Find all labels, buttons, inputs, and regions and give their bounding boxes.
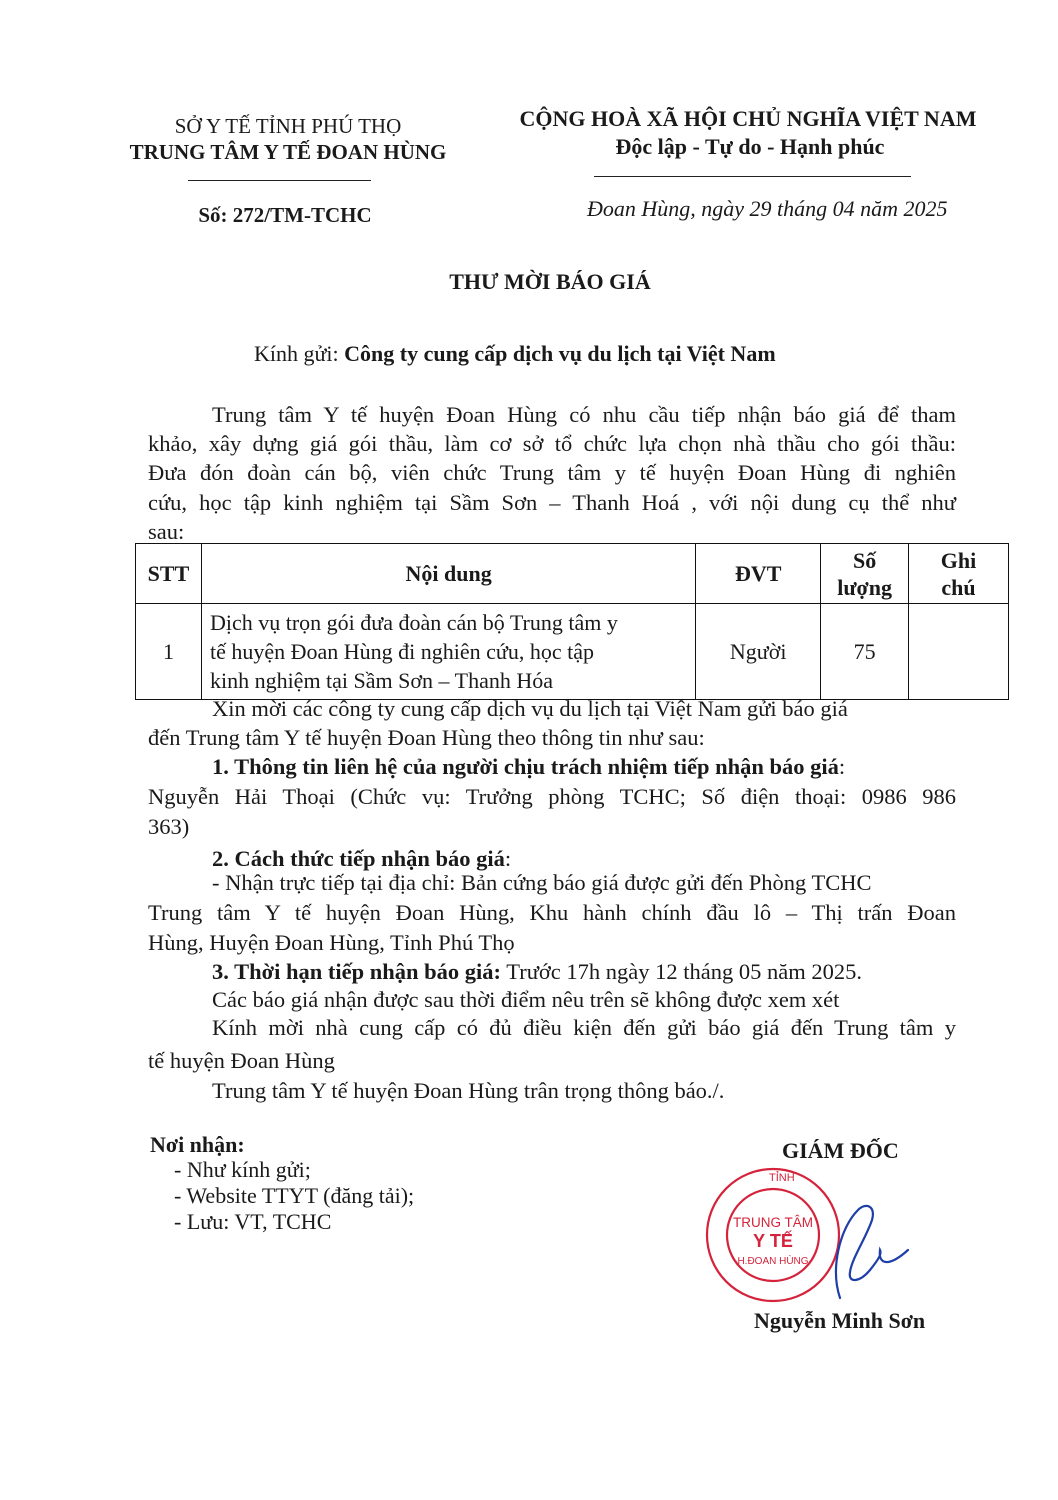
recipient-item: - Như kính gửi;: [174, 1157, 311, 1182]
recipient-item: - Website TTYT (đăng tải);: [174, 1183, 415, 1208]
intro-line-4: cứu, học tập kinh nghiệm tại Sầm Sơn – Thanh Hoá , với nội dung cụ thể như: [148, 490, 956, 515]
document-date: Đoan Hùng, ngày 29 tháng 04 năm 2025: [587, 196, 948, 221]
intro-line-1: Trung tâm Y tế huyện Đoan Hùng có nhu cầu tiếp nhận báo giá để tham: [212, 402, 956, 427]
intro-line-2: khảo, xây dựng giá gói thầu, làm cơ sở tổ chức lựa chọn nhà thầu cho gói thầu:: [148, 431, 956, 456]
header-quantity-l1: Số: [852, 547, 877, 573]
national-title: CỘNG HOÀ XÃ HỘI CHỦ NGHĨA VIỆT NAM: [519, 106, 977, 131]
section-2-line-1: - Nhận trực tiếp tại địa chỉ: Bản cứng báo giá được gửi đến Phòng TCHC: [212, 870, 872, 895]
row-content-line-1: Dịch vụ trọn gói đưa đoàn cán bộ Trung tâm y: [209, 610, 618, 635]
recipients-title: Nơi nhận:: [150, 1132, 245, 1157]
table-row: [136, 604, 1009, 700]
header-note-l1: Ghi: [940, 547, 977, 573]
national-motto: Độc lập - Tự do - Hạnh phúc: [615, 134, 885, 159]
row-content: [201, 604, 695, 700]
section-2-line-2: Trung tâm Y tế huyện Đoan Hùng, Khu hành chính đầu lô – Thị trấn Đoan: [148, 900, 956, 925]
document-number: Số: 272/TM-TCHC: [198, 203, 372, 227]
agency-underline: [188, 180, 371, 181]
signer-role: GIÁM ĐỐC: [782, 1138, 899, 1163]
header-note-l2: chú: [941, 574, 976, 600]
seal-text-line-1: TRUNG TÂM: [733, 1215, 813, 1230]
signature-stroke: [836, 1206, 908, 1298]
row-note: [909, 604, 1009, 700]
section-3-text: Trước 17h ngày 12 tháng 05 năm 2025.: [501, 959, 862, 984]
invite-line-1: Xin mời các công ty cung cấp dịch vụ du lịch tại Việt Nam gửi báo giá: [212, 696, 848, 721]
section-3: [212, 957, 862, 986]
section-3-heading: 3. Thời hạn tiếp nhận báo giá:: [212, 959, 502, 984]
section-1-colon: :: [838, 754, 846, 779]
header-quantity: [821, 544, 909, 604]
header-note: [909, 544, 1009, 604]
recipient-name: Công ty cung cấp dịch vụ du lịch tại Việt Nam: [344, 341, 776, 366]
invite-suppliers-line-2: tế huyện Đoan Hùng: [148, 1048, 335, 1073]
quotation-table: [135, 543, 1009, 700]
table-header-row: [136, 544, 1009, 604]
section-2-colon: :: [504, 846, 512, 871]
section-2-heading: 2. Cách thức tiếp nhận báo giá: [212, 846, 505, 871]
document-title: THƯ MỜI BÁO GIÁ: [449, 269, 651, 294]
late-note: Các báo giá nhận được sau thời điểm nêu trên sẽ không được xem xét: [212, 987, 840, 1012]
agency-name: TRUNG TÂM Y TẾ ĐOAN HÙNG: [129, 140, 447, 164]
closing-line: Trung tâm Y tế huyện Đoan Hùng trân trọng thông báo./.: [212, 1078, 725, 1103]
invite-line-2: đến Trung tâm Y tế huyện Đoan Hùng theo thông tin như sau:: [148, 725, 705, 750]
seal-text-line-3: H.ĐOAN HÙNG: [737, 1256, 809, 1267]
agency-parent: SỞ Y TẾ TỈNH PHÚ THỌ: [174, 114, 402, 138]
header-unit: ĐVT: [696, 544, 821, 604]
row-content-line-3: kinh nghiệm tại Sầm Sơn – Thanh Hóa: [209, 668, 553, 693]
section-2-line-3: Hùng, Huyện Đoan Hùng, Tỉnh Phú Thọ: [148, 930, 515, 955]
recipient-line: [254, 341, 776, 367]
handwritten-signature: [800, 1198, 920, 1308]
signer-name: Nguyễn Minh Sơn: [754, 1308, 926, 1333]
row-stt: 1: [136, 604, 202, 700]
recipients-list: [174, 1157, 414, 1235]
row-unit: Người: [696, 604, 821, 700]
header-quantity-l2: lượng: [837, 574, 892, 600]
intro-line-3: Đưa đón đoàn cán bộ, viên chức Trung tâm y tế huyện Đoan Hùng đi nghiên: [148, 460, 956, 485]
header-stt: STT: [136, 544, 202, 604]
header-content: Nội dung: [201, 544, 695, 604]
intro-line-5: sau:: [148, 519, 185, 544]
section-1-line-1: Nguyễn Hải Thoại (Chức vụ: Trưởng phòng TCHC; Số điện thoại: 0986 986: [148, 784, 956, 809]
section-1-line-2: 363): [148, 814, 190, 839]
recipient-prefix: Kính gửi:: [254, 341, 345, 366]
seal-top-text: TỈNH: [769, 1172, 795, 1184]
section-1-title: [212, 752, 845, 781]
motto-underline: [594, 176, 911, 177]
row-content-line-2: tế huyện Đoan Hùng đi nghiên cứu, học tập: [209, 639, 594, 664]
row-quantity: 75: [821, 604, 909, 700]
recipient-item: - Lưu: VT, TCHC: [174, 1209, 332, 1234]
invite-suppliers-line-1: Kính mời nhà cung cấp có đủ điều kiện đến gửi báo giá đến Trung tâm y: [212, 1015, 956, 1040]
seal-text-line-2: Y TẾ: [753, 1231, 793, 1251]
section-1-heading: 1. Thông tin liên hệ của người chịu trách nhiệm tiếp nhận báo giá: [212, 754, 839, 779]
